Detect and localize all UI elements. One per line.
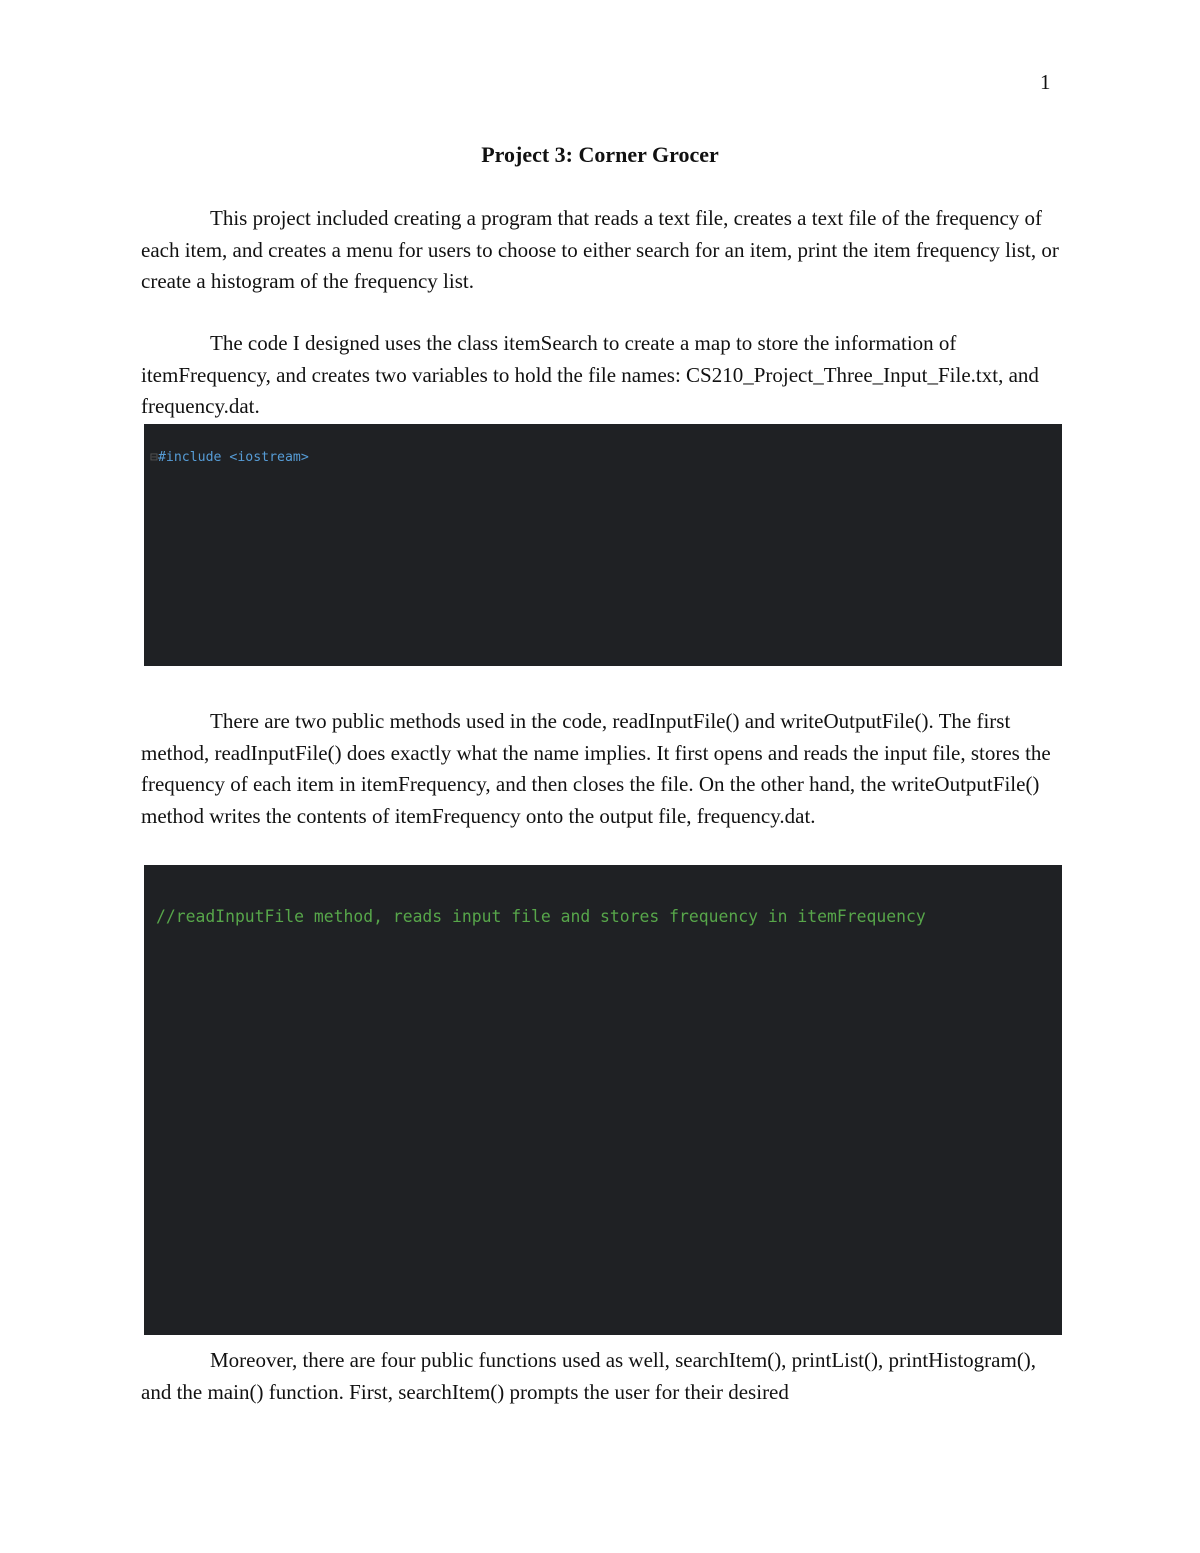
paragraph-functions-text: Moreover, there are four public functions used as well, searchItem(), printList(), printHistogram(), and the main() function. First, searchItem() prompts the user for their desired (141, 1348, 1037, 1404)
paragraph-intro-text: This project included creating a program that reads a text file, creates a text file of the frequency of each item, and creates a menu for users to choose to either search for an item, print the item frequency list, or create a histogram of the frequency list. (141, 206, 1059, 293)
code-line: ⊟#include <iostream> (150, 450, 309, 465)
paragraph-methods-text: There are two public methods used in the code, readInputFile() and writeOutputFile(). The first method, readInputFile() does exactly what the name implies. It first opens and reads the input file, stores the frequency of each item in itemFrequency, and then closes the file. On the other hand, the writeOutputFile() method writes the contents of itemFrequency onto the output file, frequency.dat. (141, 709, 1051, 828)
document-title: Project 3: Corner Grocer (481, 142, 719, 167)
paragraph-design-text: The code I designed uses the class itemSearch to create a map to store the information of itemFrequency, and creates two variables to hold the file names: CS210_Project_Three_Input_File.txt, and frequency.dat. (141, 331, 1039, 418)
paragraph-methods (141, 706, 1061, 832)
paragraph-design (141, 328, 1061, 423)
code-screenshot-methods (144, 865, 1062, 1335)
code-line: //readInputFile method, reads input file and stores frequency in itemFrequency (156, 907, 926, 927)
paragraph-intro (141, 203, 1061, 298)
paragraph-functions (141, 1345, 1061, 1408)
code-screenshot-class-definition (144, 424, 1062, 666)
page-number: 1 (1040, 70, 1051, 94)
